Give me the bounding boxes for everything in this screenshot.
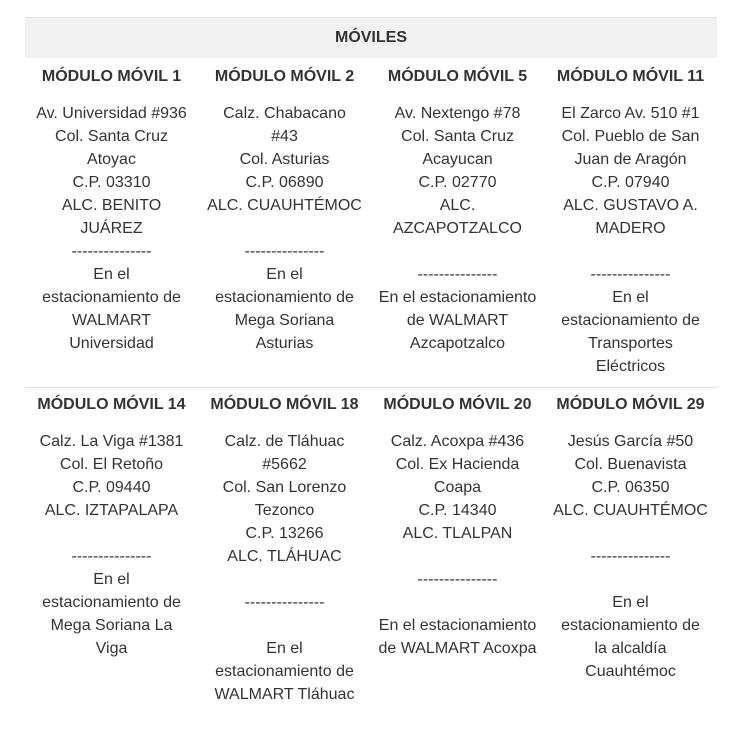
address-line: ALC. CUAUHTÉMOC: [553, 502, 708, 519]
address-line: C.P. 09440: [72, 479, 151, 496]
address-line: Col. Buenavista: [574, 456, 687, 473]
location-line: En el estacionamiento: [378, 617, 537, 634]
module-cell: [25, 388, 198, 706]
address-line: Col. Santa Cruz: [55, 128, 168, 145]
address-line: Av. Nextengo #78: [394, 105, 521, 122]
location-line: Eléctricos: [595, 358, 666, 375]
address-line: MADERO: [595, 220, 666, 237]
location-line: Asturias: [255, 335, 314, 352]
address-line: [198, 217, 371, 240]
location-line: estacionamiento de: [561, 312, 700, 329]
address-line: ALC. BENITO: [61, 197, 162, 214]
location-line: En el: [93, 571, 130, 588]
address-line: AZCAPOTZALCO: [393, 220, 522, 237]
location-line: En el: [266, 640, 303, 657]
address-line: Col. San Lorenzo: [222, 479, 347, 496]
location-line: En el: [266, 266, 303, 283]
location-line: Mega Soriana: [234, 312, 335, 329]
address-line: Tezonco: [254, 502, 315, 519]
module-cell: [198, 58, 371, 378]
location-line: [198, 614, 371, 637]
location-line: [371, 591, 544, 614]
separator: ---------------: [590, 266, 671, 283]
location-line: En el: [612, 289, 649, 306]
address-line: Col. Asturias: [239, 151, 330, 168]
address-line: Col. Pueblo de San: [561, 128, 700, 145]
section-title: MÓVILES: [334, 29, 407, 46]
separator: ---------------: [244, 243, 325, 260]
address-line: Calz. Chabacano: [223, 105, 346, 122]
module-title: MÓDULO MÓVIL 29: [556, 396, 705, 413]
location-line: WALMART: [71, 312, 152, 329]
module-title: MÓDULO MÓVIL 2: [214, 68, 355, 85]
address-line: [371, 545, 544, 568]
location-line: la alcaldía: [594, 640, 667, 657]
separator: ---------------: [71, 243, 152, 260]
address-line: JUÁREZ: [80, 220, 143, 237]
module-row-1: [25, 58, 717, 378]
location-line: de WALMART: [406, 312, 509, 329]
address-line: [544, 240, 717, 263]
address-line: [198, 568, 371, 591]
address-line: C.P. 06350: [591, 479, 670, 496]
location-line: estacionamiento de: [215, 289, 354, 306]
location-line: Azcapotzalco: [409, 335, 506, 352]
module-cell: [371, 388, 544, 706]
address-line: Juan de Aragón: [574, 151, 687, 168]
address-line: Atoyac: [87, 151, 136, 168]
separator: ---------------: [590, 548, 671, 565]
module-title: MÓDULO MÓVIL 20: [383, 396, 532, 413]
location-line: estacionamiento de: [215, 663, 354, 680]
address-line: ALC.: [439, 197, 476, 214]
address-line: #43: [271, 128, 298, 145]
address-line: Av. Universidad #936: [36, 105, 187, 122]
address-line: ALC. CUAUHTÉMOC: [207, 197, 362, 214]
location-line: Mega Soriana La: [50, 617, 173, 634]
module-cell: [544, 58, 717, 378]
address-line: ALC. TLALPAN: [402, 525, 513, 542]
module-row-2: [25, 387, 717, 706]
address-line: C.P. 13266: [245, 525, 324, 542]
address-line: [25, 522, 198, 545]
location-line: Cuauhtémoc: [585, 663, 676, 680]
module-cell: [371, 58, 544, 378]
section-header: [25, 17, 717, 58]
location-line: estacionamiento de: [42, 594, 181, 611]
address-line: Col. Ex Hacienda: [395, 456, 520, 473]
module-cell: [198, 388, 371, 706]
address-line: Calz. Acoxpa #436: [390, 433, 525, 450]
location-line: estacionamiento de: [42, 289, 181, 306]
address-line: C.P. 07940: [591, 174, 670, 191]
address-line: C.P. 02770: [418, 174, 497, 191]
address-line: C.P. 03310: [72, 174, 151, 191]
module-title: MÓDULO MÓVIL 5: [387, 68, 528, 85]
moviles-table: [25, 17, 717, 706]
address-line: Coapa: [433, 479, 482, 496]
address-line: Acayucan: [422, 151, 493, 168]
module-title: MÓDULO MÓVIL 11: [556, 68, 705, 85]
address-line: C.P. 06890: [245, 174, 324, 191]
address-line: Col. Santa Cruz: [401, 128, 514, 145]
address-line: Calz. La Viga #1381: [39, 433, 184, 450]
location-line: Transportes: [588, 335, 673, 352]
address-line: El Zarco Av. 510 #1: [561, 105, 700, 122]
address-line: C.P. 14340: [418, 502, 497, 519]
address-line: #5662: [262, 456, 307, 473]
address-line: [371, 240, 544, 263]
address-line: Col. El Retoño: [59, 456, 164, 473]
location-line: Viga: [95, 640, 128, 657]
location-line: WALMART Tláhuac: [214, 686, 355, 703]
module-title: MÓDULO MÓVIL 18: [210, 396, 359, 413]
location-line: En el: [612, 594, 649, 611]
module-title: MÓDULO MÓVIL 14: [37, 396, 186, 413]
location-line: [544, 568, 717, 591]
location-line: Universidad: [69, 335, 154, 352]
address-line: ALC. TLÁHUAC: [227, 548, 342, 565]
location-line: de WALMART Acoxpa: [378, 640, 537, 657]
location-line: En el: [93, 266, 130, 283]
separator: ---------------: [71, 548, 152, 565]
address-line: ALC. IZTAPALAPA: [44, 502, 179, 519]
module-cell: [544, 388, 717, 706]
separator: ---------------: [417, 571, 498, 588]
module-title: MÓDULO MÓVIL 1: [41, 68, 182, 85]
location-line: En el estacionamiento: [378, 289, 537, 306]
address-line: ALC. GUSTAVO A.: [563, 197, 698, 214]
address-line: [544, 522, 717, 545]
module-cell: [25, 58, 198, 378]
separator: ---------------: [417, 266, 498, 283]
address-line: Jesús García #50: [567, 433, 694, 450]
separator: ---------------: [244, 594, 325, 611]
location-line: estacionamiento de: [561, 617, 700, 634]
address-line: Calz. de Tláhuac: [224, 433, 345, 450]
